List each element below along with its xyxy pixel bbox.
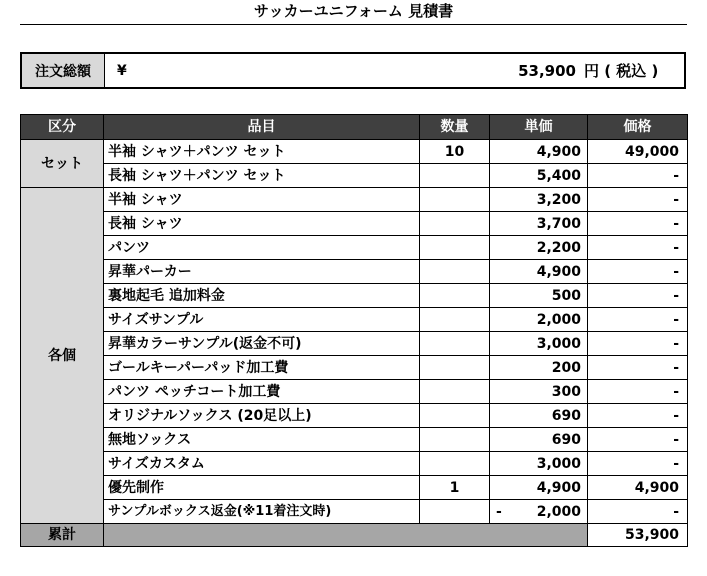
table-header-row <box>21 115 688 140</box>
item-price: - <box>588 452 688 476</box>
total-row <box>21 524 688 547</box>
item-unit-price: 690 <box>490 428 588 452</box>
item-unit-price: 200 <box>490 356 588 380</box>
item-name: 半袖 シャツ＋パンツ セット <box>104 140 420 164</box>
item-unit-price-cell <box>490 500 588 524</box>
item-name: サイズサンプル <box>104 308 420 332</box>
category-set: セット <box>21 140 104 188</box>
item-qty[interactable] <box>420 236 490 260</box>
table-row <box>21 140 688 164</box>
item-unit-price: 2,200 <box>490 236 588 260</box>
order-total-amount: 53,900 <box>518 61 576 80</box>
item-qty[interactable] <box>420 188 490 212</box>
item-name: 無地ソックス <box>104 428 420 452</box>
title-underline <box>20 24 687 25</box>
table-row <box>21 188 688 212</box>
order-total-unit: 円 ( 税込 ) <box>584 62 659 80</box>
item-name: 昇華パーカー <box>104 260 420 284</box>
item-name: 優先制作 <box>104 476 420 500</box>
table-row <box>21 380 688 404</box>
order-total-box <box>20 52 686 89</box>
item-qty[interactable] <box>420 332 490 356</box>
header-price: 価格 <box>588 115 688 140</box>
table-row <box>21 332 688 356</box>
table-row <box>21 164 688 188</box>
item-qty[interactable] <box>420 404 490 428</box>
item-unit-price: 2,000 <box>536 503 581 520</box>
item-price: 49,000 <box>588 140 688 164</box>
currency-symbol: ¥ <box>117 62 127 79</box>
header-item: 品目 <box>104 115 420 140</box>
table-row <box>21 428 688 452</box>
item-price: - <box>588 404 688 428</box>
item-unit-price: 3,200 <box>490 188 588 212</box>
item-price: - <box>588 500 688 524</box>
item-name: サイズカスタム <box>104 452 420 476</box>
item-qty[interactable] <box>420 212 490 236</box>
item-name: サンプルボックス返金(※11着注文時) <box>104 500 420 524</box>
item-name: 半袖 シャツ <box>104 188 420 212</box>
item-name: ゴールキーパーパッド加工費 <box>104 356 420 380</box>
item-unit-price: 3,000 <box>490 332 588 356</box>
table-row <box>21 404 688 428</box>
item-qty[interactable] <box>420 284 490 308</box>
table-row <box>21 452 688 476</box>
item-price: - <box>588 188 688 212</box>
item-name: 長袖 シャツ＋パンツ セット <box>104 164 420 188</box>
order-total-label: 注文総額 <box>22 54 105 87</box>
page-title: サッカーユニフォーム 見積書 <box>253 2 454 20</box>
item-unit-price: 3,700 <box>490 212 588 236</box>
category-each: 各個 <box>21 188 104 524</box>
total-amount: 53,900 <box>588 524 688 547</box>
item-qty[interactable] <box>420 500 490 524</box>
item-unit-price: 5,400 <box>490 164 588 188</box>
item-price: - <box>588 212 688 236</box>
item-qty[interactable] <box>420 308 490 332</box>
item-name: 長袖 シャツ <box>104 212 420 236</box>
header-category: 区分 <box>21 115 104 140</box>
item-unit-price: 500 <box>490 284 588 308</box>
item-qty[interactable] <box>420 452 490 476</box>
header-qty: 数量 <box>420 115 490 140</box>
table-row <box>21 500 688 524</box>
item-unit-price: 690 <box>490 404 588 428</box>
table-row <box>21 236 688 260</box>
item-qty[interactable] <box>420 164 490 188</box>
item-unit-price: 4,900 <box>490 140 588 164</box>
estimate-table <box>20 114 688 547</box>
item-name: パンツ ペッチコート加工費 <box>104 380 420 404</box>
item-unit-price: 4,900 <box>490 260 588 284</box>
total-label: 累計 <box>21 524 104 547</box>
item-name: パンツ <box>104 236 420 260</box>
item-price: - <box>588 428 688 452</box>
item-unit-price: 2,000 <box>490 308 588 332</box>
total-spacer <box>104 524 588 547</box>
item-price: - <box>588 332 688 356</box>
table-row <box>21 356 688 380</box>
item-price: - <box>588 236 688 260</box>
item-price: - <box>588 356 688 380</box>
item-price: - <box>588 308 688 332</box>
item-name: 裏地起毛 追加料金 <box>104 284 420 308</box>
header-unit-price: 単価 <box>490 115 588 140</box>
item-unit-price: 300 <box>490 380 588 404</box>
item-qty[interactable] <box>420 356 490 380</box>
item-price: 4,900 <box>588 476 688 500</box>
table-row <box>21 212 688 236</box>
item-price: - <box>588 164 688 188</box>
item-qty[interactable] <box>420 428 490 452</box>
table-row <box>21 260 688 284</box>
item-qty[interactable] <box>420 380 490 404</box>
item-qty[interactable]: 1 <box>420 476 490 500</box>
table-row <box>21 308 688 332</box>
table-row <box>21 476 688 500</box>
table-row <box>21 284 688 308</box>
item-unit-price: 3,000 <box>490 452 588 476</box>
item-name: 昇華カラーサンプル(返金不可) <box>104 332 420 356</box>
item-price: - <box>588 380 688 404</box>
item-name: オリジナルソックス (20足以上) <box>104 404 420 428</box>
unit-price-sign: - <box>496 503 502 520</box>
item-price: - <box>588 284 688 308</box>
item-unit-price: 4,900 <box>490 476 588 500</box>
item-price: - <box>588 260 688 284</box>
item-qty[interactable]: 10 <box>420 140 490 164</box>
item-qty[interactable] <box>420 260 490 284</box>
